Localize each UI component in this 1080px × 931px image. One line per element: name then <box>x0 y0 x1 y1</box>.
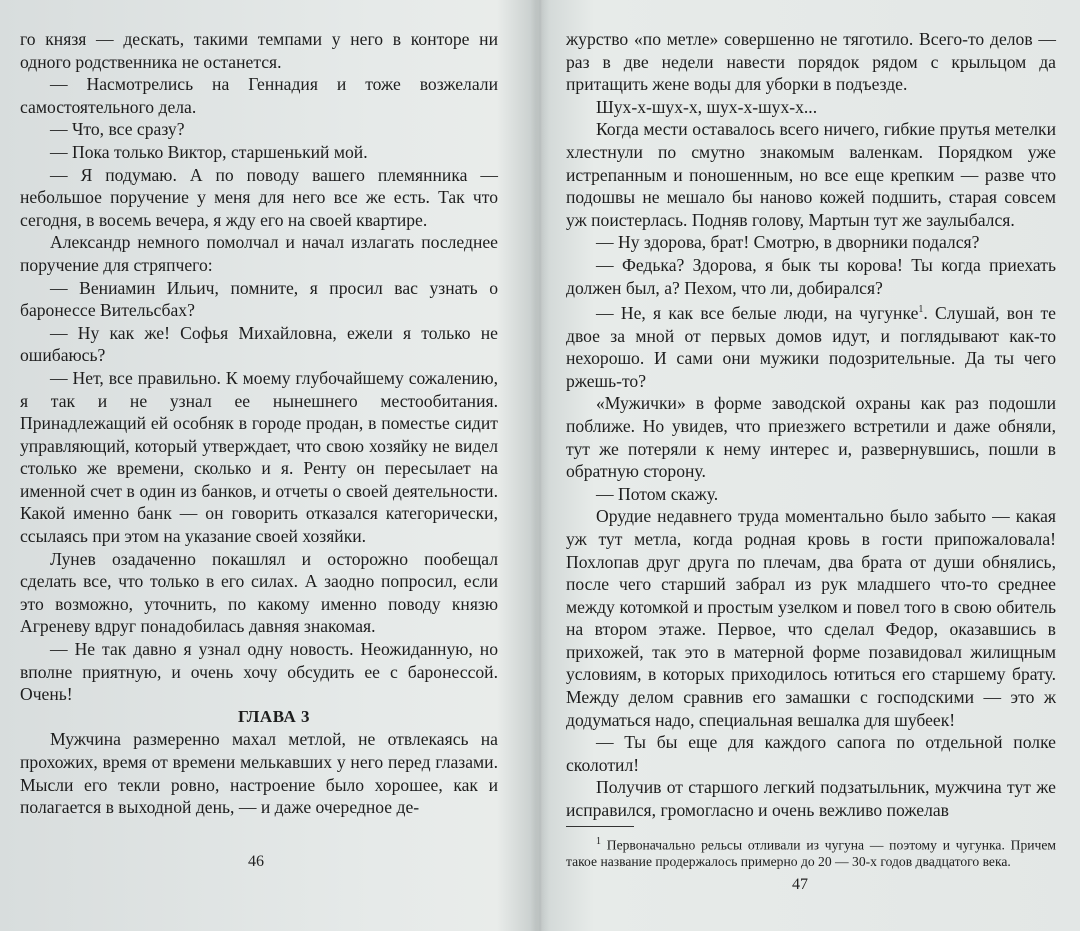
paragraph: Получив от старшого легкий подзатыльник, мужчина тут же исправился, громогласно и очень вежливо пожелав <box>566 777 1056 821</box>
paragraph: Мужчина размеренно махал метлой, не отвлекаясь на прохожих, время от времени мелькавших у него перед глазами. Мысли его текли ровно, настроение было хорошее, как и полагается в выходной день, — и даже очередное де- <box>20 729 498 818</box>
paragraph-text: — Не, я как все белые люди, на чугунке <box>596 302 919 323</box>
paragraph: — Федька? Здорова, я бык ты корова! Ты когда приехать должен был, а? Пехом, что ли, добирался? <box>566 254 1056 298</box>
left-page-text <box>20 28 498 819</box>
paragraph: — Насмотрелись на Геннадия и тоже возжелали самостоятельного дела. <box>20 74 498 117</box>
paragraph: Лунев озадаченно покашлял и осторожно пообещал сделать все, что только в его силах. А заодно попросил, если это возможно, уточнить, по какому именно поводу князю Агреневу вдруг понадобилась давняя знакомая. <box>20 548 498 637</box>
paragraph: — Ты бы еще для каждого сапога по отдельной полке сколотил! <box>566 732 1056 775</box>
chapter-heading: ГЛАВА 3 <box>238 706 310 726</box>
page-number-left: 46 <box>248 853 264 870</box>
paragraph: Александр немного помолчал и начал излагать последнее поручение для стряпчего: <box>20 232 498 275</box>
footnote-number: 1 <box>596 835 601 847</box>
paragraph: го князя — дескать, такими темпами у него в конторе ни одного родственника не останется. <box>20 29 498 72</box>
paragraph-text: . Слушай, вон те двое за мной от первых домов идут, и поглядывают как-то нехорошо. И сами они мужики подозрительные. Да ты чего ржешь-то? <box>566 302 1056 391</box>
paragraph: — Ну здорова, брат! Смотрю, в дворники подался? <box>596 232 980 253</box>
paragraph: журство «по метле» совершенно не тяготило. Всего-то делов — раз в две недели навести порядок рядом с крыльцом да притащить жене воды для уборки в подъезде. <box>566 29 1056 95</box>
footnote <box>566 833 1056 871</box>
paragraph: Когда мести оставалось всего ничего, гибкие прутья метелки хлестнули по смутно знакомым валенкам. Порядком уже истрепанным и поношенным, но все еще крепким — разве что подошвы не мешало бы наново кожей подшить, старая совсем уж поистерлась. Подняв голову, Мартын тут же заулыбался. <box>566 119 1056 230</box>
footnote-reference: 1 <box>918 304 924 316</box>
footnote-text: Первоначально рельсы отливали из чугуна — поэтому и чугунка. Причем такое название продержалось примерно до 20 — 30-х годов двадцатого века. <box>566 837 1056 870</box>
right-page <box>540 0 1080 931</box>
footnote-divider <box>566 826 634 827</box>
paragraph: Орудие недавнего труда моментально было забыто — какая уж тут метла, когда родная кровь в гости припожаловала! Похлопав друг друга по плечам, два брата от души обнялись, после чего старший забрал из рук младшего что-то среднее между котомкой и простым узелком и повел того в свою обитель на втором этаже. Первое, что сделал Федор, оказавшись в прихожей, так это в матерной форме позавидовал жилищным условиям, в которых приходилось ютиться его старшему брату. Между делом сравнив его замашки с господскими — это ж додуматься надо, специальная вешалка для шубеек! <box>566 506 1056 730</box>
paragraph-with-footnote <box>566 299 1056 392</box>
paragraph: — Вениамин Ильич, помните, я просил вас узнать о баронессе Вительсбах? <box>20 277 498 321</box>
paragraph: — Ну как же! Софья Михайловна, ежели я только не ошибаюсь? <box>20 322 498 366</box>
paragraph: — Нет, все правильно. К моему глубочайшему сожалению, я так и не узнал ее нынешнего местообитания. Принадлежащий ей особняк в городе продан, в поместье сидит управляющий, который утверждает, что свою хозяйку не видел столько же времени, сколько и я. Ренту он пересылает на именной счет в один из банков, и отчеты о своей деятельности. Какой именно банк — он говорить отказался категорически, ссылаясь при этом на указание своей хозяйки. <box>20 367 498 547</box>
paragraph: — Потом скажу. <box>596 483 719 504</box>
paragraph: «Мужички» в форме заводской охраны как раз подошли поближе. Но увидев, что приезжего встретили и даже обняли, тут же потеряли к нему интерес и, развернувшись, пошли в обратную сторону. <box>566 393 1056 482</box>
paragraph: — Что, все сразу? <box>50 119 185 140</box>
page-number-right: 47 <box>792 876 808 893</box>
right-page-text <box>566 28 1056 870</box>
paragraph: Шух-х-шух-х, шух-х-шух-х... <box>596 96 818 117</box>
paragraph: — Не так давно я узнал одну новость. Неожиданную, но вполне приятную, и очень хочу обсудить ее с баронессой. Очень! <box>20 639 498 705</box>
paragraph: — Пока только Виктор, старшенький мой. <box>50 141 368 162</box>
paragraph: — Я подумаю. А по поводу вашего племянника — небольшое поручение у меня для него все же есть. Так что сегодня, в восемь вечера, я жду его на своей квартире. <box>20 164 498 230</box>
